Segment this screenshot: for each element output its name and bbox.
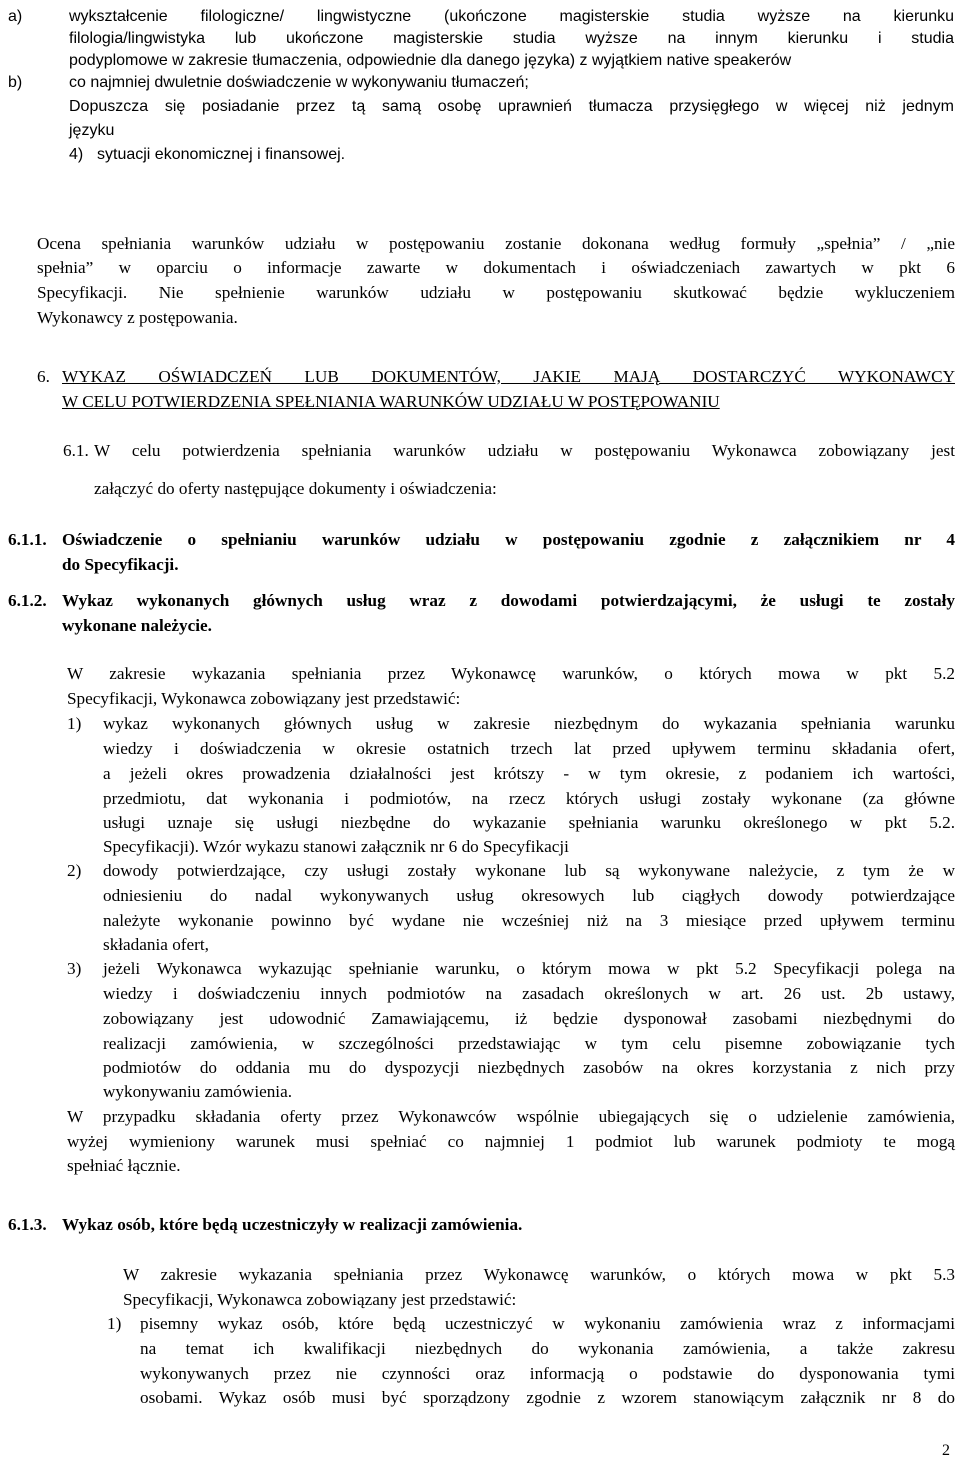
text-line: podmiotów do oddania mu do dyspozycji niezbędnych zasobów na okres korzystania z nich przy [103, 1058, 955, 1077]
list-marker-a: a) [8, 8, 23, 25]
text-line: wykształcenie filologiczne/ lingwistyczne (ukończone magisterskie studia wyższe na kierunku [69, 8, 954, 25]
text-line: dowody potwierdzające, czy usługi zostały wykonane lub są wykonywane należycie, z tym że w [103, 861, 955, 880]
list-marker: 3) [67, 959, 82, 978]
list-marker-b: b) [8, 74, 23, 91]
text-line: na temat ich kwalifikacji niezbędnych do wykonania zamówienia, a także zakresu [140, 1339, 955, 1358]
text-line: podyplomowe w zakresie tłumaczenia, odpowiednie dla danego języka) z wyjątkiem native speakerów [69, 52, 792, 69]
page-number: 2 [942, 1442, 950, 1459]
subsection-heading: wykonane należycie. [62, 616, 212, 635]
subsection-heading: Wykaz wykonanych głównych usług wraz z dowodami potwierdzającymi, że usługi te zostały [62, 591, 955, 610]
text-line: W zakresie wykazania spełniania przez Wykonawcę warunków, o których mowa w pkt 5.2 [67, 664, 955, 683]
text-line: przedmiotu, dat wykonania i podmiotów, na rzecz których usługi zostały wykonane (za główne [103, 789, 955, 808]
text-line: realizacji zamówienia, w szczególności przedstawiając w tym celu pisemne zobowiązanie tych [103, 1034, 955, 1053]
text-line: spełnia” w oparciu o informacje zawarte w dokumentach i oświadczeniach zawartych w pkt 6 [37, 258, 955, 277]
text-line: filologia/lingwistyka lub ukończone magisterskie studia wyższe na innym kierunku i studia [69, 30, 954, 47]
text-line: jeżeli Wykonawca wykazując spełnianie warunku, o którym mowa w pkt 5.2 Specyfikacji polega na [103, 959, 955, 978]
subsection-heading: Oświadczenie o spełnianiu warunków udziału w postępowaniu zgodnie z załącznikiem nr 4 [62, 530, 955, 549]
text-line: W przypadku składania oferty przez Wykonawców wspólnie ubiegających się o udzielenie zamówienia, [67, 1107, 955, 1126]
subsection-number: 6.1.3. [8, 1215, 47, 1234]
text-line: wykaz wykonanych głównych usług w zakresie niezbędnym do wykazania spełniania warunku [103, 714, 955, 733]
text-line: zobowiązany jest udowodnić Zamawiającemu, iż będzie dysponował zasobami niezbędnymi do [103, 1009, 955, 1028]
text-line: usługi uznaje się usługi niezbędne do wykazanie spełniania warunku określonego w pkt 5.2. [103, 813, 955, 832]
text-line: co najmniej dwuletnie doświadczenie w wykonywaniu tłumaczeń; [69, 74, 529, 91]
text-line: Specyfikacji). Wzór wykazu stanowi załącznik nr 6 do Specyfikacji [103, 837, 569, 856]
text-line: sytuacji ekonomicznej i finansowej. [97, 146, 346, 163]
subsection-heading: do Specyfikacji. [62, 555, 179, 574]
text-line: spełniać łącznie. [67, 1156, 181, 1175]
list-marker: 2) [67, 861, 82, 880]
section-heading: W CELU POTWIERDZENIA SPEŁNIANIA WARUNKÓW UDZIAŁU W POSTĘPOWANIU [62, 392, 720, 411]
text-line: załączyć do oferty następujące dokumenty i oświadczenia: [94, 479, 497, 498]
subsection-number: 6.1. [63, 441, 89, 460]
text-line: Wykonawcy z postępowania. [37, 308, 238, 327]
text-line: języku [69, 122, 115, 139]
text-line: a jeżeli okres prowadzenia działalności jest krótszy - w tym okresie, z podaniem ich wartości, [103, 764, 955, 783]
text-line: pisemny wykaz osób, które będą uczestniczyć w wykonaniu zamówienia wraz z informacjami [140, 1314, 955, 1333]
text-line: Specyfikacji, Wykonawca zobowiązany jest przedstawić: [67, 689, 461, 708]
subsection-heading: Wykaz osób, które będą uczestniczyły w realizacji zamówienia. [62, 1215, 523, 1234]
list-marker-4: 4) [69, 146, 84, 163]
section-number: 6. [37, 367, 50, 386]
section-heading: WYKAZ OŚWIADCZEŃ LUB DOKUMENTÓW, JAKIE MAJĄ DOSTARCZYĆ WYKONAWCY [62, 367, 955, 386]
text-line: W zakresie wykazania spełniania przez Wykonawcę warunków, o których mowa w pkt 5.3 [123, 1265, 955, 1284]
text-line: Dopuszcza się posiadanie przez tą samą osobę uprawnień tłumacza przysięgłego w więcej niż jednym [69, 98, 954, 115]
text-line: odniesieniu do nadal wykonywanych usług okresowych lub ciągłych dowody potwierdzające [103, 886, 955, 905]
text-line: W celu potwierdzenia spełniania warunków udziału w postępowaniu Wykonawca zobowiązany jest [94, 441, 955, 460]
text-line: Ocena spełniania warunków udziału w postępowaniu zostanie dokonana według formuły „spełnia” / „nie [37, 234, 955, 253]
list-marker: 1) [107, 1314, 122, 1333]
text-line: składania ofert, [103, 935, 209, 954]
text-line: wyżej wymieniony warunek musi spełniać co najmniej 1 podmiot lub warunek podmioty te mogą [67, 1132, 955, 1151]
text-line: wiedzy i doświadczeniu innych podmiotów na zasadach określonych w art. 26 ust. 2b ustawy, [103, 984, 955, 1003]
text-line: należyte wykonanie powinno być wydane nie wcześniej niż na 3 miesiące przed upływem terminu [103, 911, 955, 930]
text-line: Specyfikacji, Wykonawca zobowiązany jest przedstawić: [123, 1290, 517, 1309]
subsection-number: 6.1.1. [8, 530, 47, 549]
text-line: Specyfikacji. Nie spełnienie warunków udziału w postępowaniu skutkować będzie wykluczeniem [37, 283, 955, 302]
text-line: wykonywaniu zamówienia. [103, 1082, 293, 1101]
text-line: osobami. Wykaz osób musi być sporządzony zgodnie z wzorem stanowiącym załącznik nr 8 do [140, 1388, 955, 1407]
text-line: wiedzy i doświadczenia w okresie ostatnich trzech lat przed upływem terminu składania ofert, [103, 739, 955, 758]
text-line: wykonywanych przez nie czynności oraz informacją o podstawie do dysponowania tymi [140, 1364, 955, 1383]
list-marker: 1) [67, 714, 82, 733]
subsection-number: 6.1.2. [8, 591, 47, 610]
